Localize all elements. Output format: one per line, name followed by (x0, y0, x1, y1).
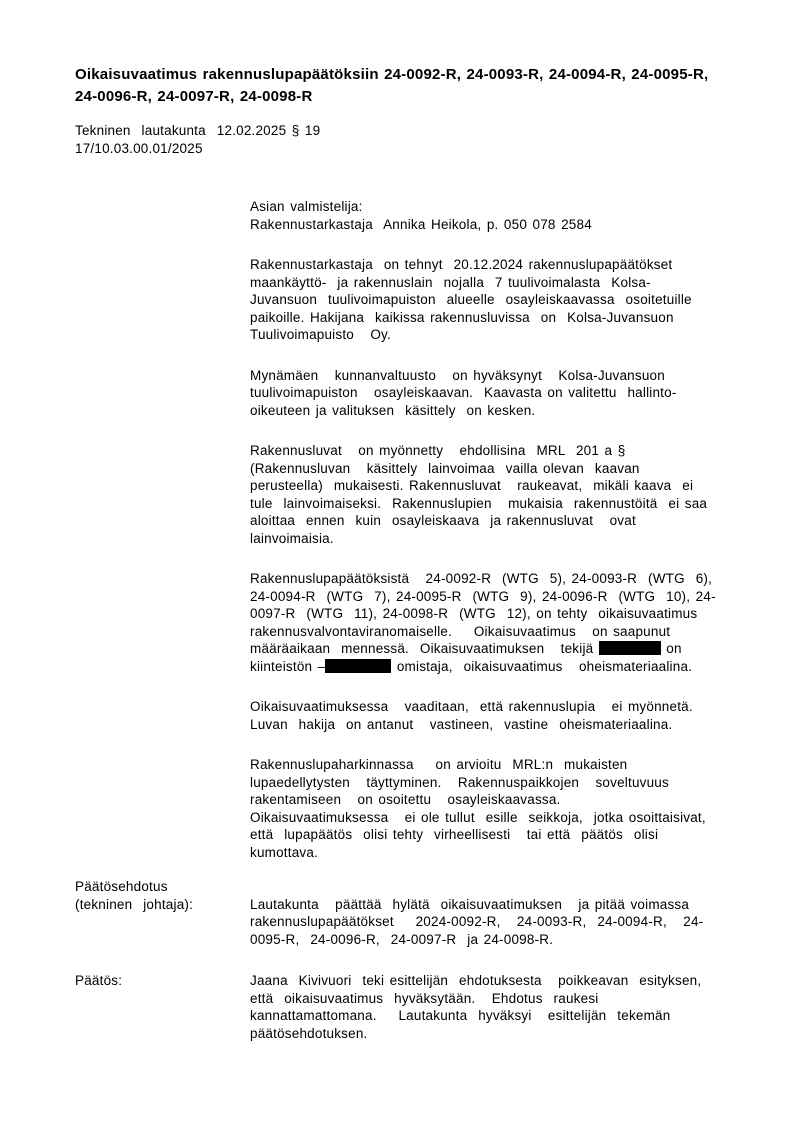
decision-section (75, 878, 780, 948)
text-line: Lautakunta päättää hylätä oikaisuvaatimuksen ja pitää voimassa (250, 896, 690, 912)
redaction-box (325, 659, 391, 673)
text-line: Rakennuslupaharkinnassa on arvioitu MRL:n mukaisten (250, 757, 628, 772)
text-line: rakentamiseen on osoitettu osayleiskaavassa. (250, 792, 561, 807)
case-number: 17/10.03.00.01/2025 (75, 140, 203, 156)
paragraph (250, 367, 780, 420)
text-line: Päätösehdotus (75, 879, 168, 894)
text-line: aloittaa ennen kuin osayleiskaava ja rakennusluvat ovat (250, 513, 636, 528)
text-line: että oikaisuvaatimus hyväksytään. Ehdotus raukesi (250, 990, 599, 1006)
text-line: päätösehdotuksen. (250, 1025, 368, 1041)
text-line: (tekninen johtaja): (75, 896, 194, 912)
text-line: lainvoimaisia. (250, 530, 334, 546)
text-line: perusteella) mukaisesti. Rakennusluvat raukeavat, mikäli kaava ei (250, 478, 694, 493)
paragraph (250, 570, 780, 675)
body-column (250, 198, 780, 884)
document-title-line: 24-0096-R, 24-0097-R, 24-0098-R (75, 87, 313, 105)
text-line: Juvansuon tuulivoimapuiston alueelle osayleiskaavassa osoitetuille (250, 292, 692, 307)
text-line: oikeuteen ja valituksen käsittely on kesken. (250, 402, 536, 418)
text-line: Rakennuslupapäätöksistä 24-0092-R (WTG 5), 24-0093-R (WTG 6), (250, 571, 713, 586)
text-line: Rakennustarkastaja on tehnyt 20.12.2024 rakennuslupapäätökset (250, 257, 673, 272)
paragraph (250, 756, 780, 861)
decision-sections (75, 878, 780, 1066)
text-line: Oikaisuvaatimuksessa ei ole tullut esille seikkoja, jotka osoittaisivat, (250, 809, 706, 825)
text-line: Jaana Kivivuori teki esittelijän ehdotuksesta poikkeavan esityksen, (250, 973, 702, 988)
paragraph (250, 698, 780, 733)
text-line: että lupapäätös olisi tehty virheellisesti tai että päätös olisi (250, 827, 659, 842)
text-line: kiinteistön – omistaja, oikaisuvaatimus oheismateriaalina. (250, 658, 693, 674)
text-line: Rakennusluvat on myönnetty ehdollisina MRL 201 a § (250, 443, 626, 458)
paragraph (250, 198, 780, 233)
text-line: Tuulivoimapuisto Oy. (250, 327, 391, 342)
document-meta (75, 122, 475, 157)
text-line: lupaedellytysten täyttyminen. Rakennuspaikkojen soveltuvuus (250, 774, 669, 790)
paragraph (250, 442, 780, 547)
paragraph (250, 256, 780, 344)
section-body (250, 878, 780, 948)
decision-section (75, 972, 780, 1042)
text-line: Oikaisuvaatimuksessa vaaditaan, että rakennuslupia ei myönnetä. (250, 699, 693, 714)
text-line: 24-0094-R (WTG 7), 24-0095-R (WTG 9), 24-0096-R (WTG 10), 24- (250, 588, 716, 604)
text-line: tuulivoimapuiston osayleiskaavan. Kaavasta on valitettu hallinto- (250, 385, 677, 400)
document-title-line: Oikaisuvaatimus rakennuslupapäätöksiin 24-0092-R, 24-0093-R, 24-0094-R, 24-0095-R, (75, 66, 709, 83)
text-line: Mynämäen kunnanvaltuusto on hyväksynyt Kolsa-Juvansuon (250, 367, 665, 383)
text-line: paikoille. Hakijana kaikissa rakennusluvissa on Kolsa-Juvansuon (250, 309, 674, 325)
text-line: Päätös: (75, 973, 123, 988)
section-label (75, 878, 250, 948)
section-body (250, 972, 780, 1042)
text-line: (Rakennusluvan käsittely lainvoimaa vailla olevan kaavan (250, 460, 640, 476)
document-title (75, 64, 765, 107)
text-line: 0095-R, 24-0096-R, 24-0097-R ja 24-0098-R. (250, 931, 554, 947)
text-line: Rakennustarkastaja Annika Heikola, p. 050 078 2584 (250, 216, 592, 232)
text-line: määräaikaan mennessä. Oikaisuvaatimuksen tekijä on (250, 641, 682, 656)
text-line: maankäyttö- ja rakennuslain nojalla 7 tuulivoimalasta Kolsa- (250, 274, 651, 290)
text-line: Luvan hakija on antanut vastineen, vastine oheismateriaalina. (250, 716, 673, 732)
text-line: rakennuslupapäätökset 2024-0092-R, 24-0093-R, 24-0094-R, 24- (250, 914, 704, 929)
text-line: rakennusvalvontaviranomaiselle. Oikaisuvaatimus on saapunut (250, 623, 671, 639)
text-line: 0097-R (WTG 11), 24-0098-R (WTG 12), on tehty oikaisuvaatimus (250, 606, 698, 621)
redaction-box (599, 641, 661, 655)
text-line: tule lainvoimaiseksi. Rakennuslupien mukaisia rakennustöitä ei saa (250, 495, 708, 511)
text-line: kumottava. (250, 844, 319, 860)
text-line: Asian valmistelija: (250, 199, 363, 214)
section-label (75, 972, 250, 1042)
committee-and-date: Tekninen lautakunta 12.02.2025 § 19 (75, 123, 321, 138)
text-line: kannattamattomana. Lautakunta hyväksyi esittelijän tekemän (250, 1008, 671, 1023)
